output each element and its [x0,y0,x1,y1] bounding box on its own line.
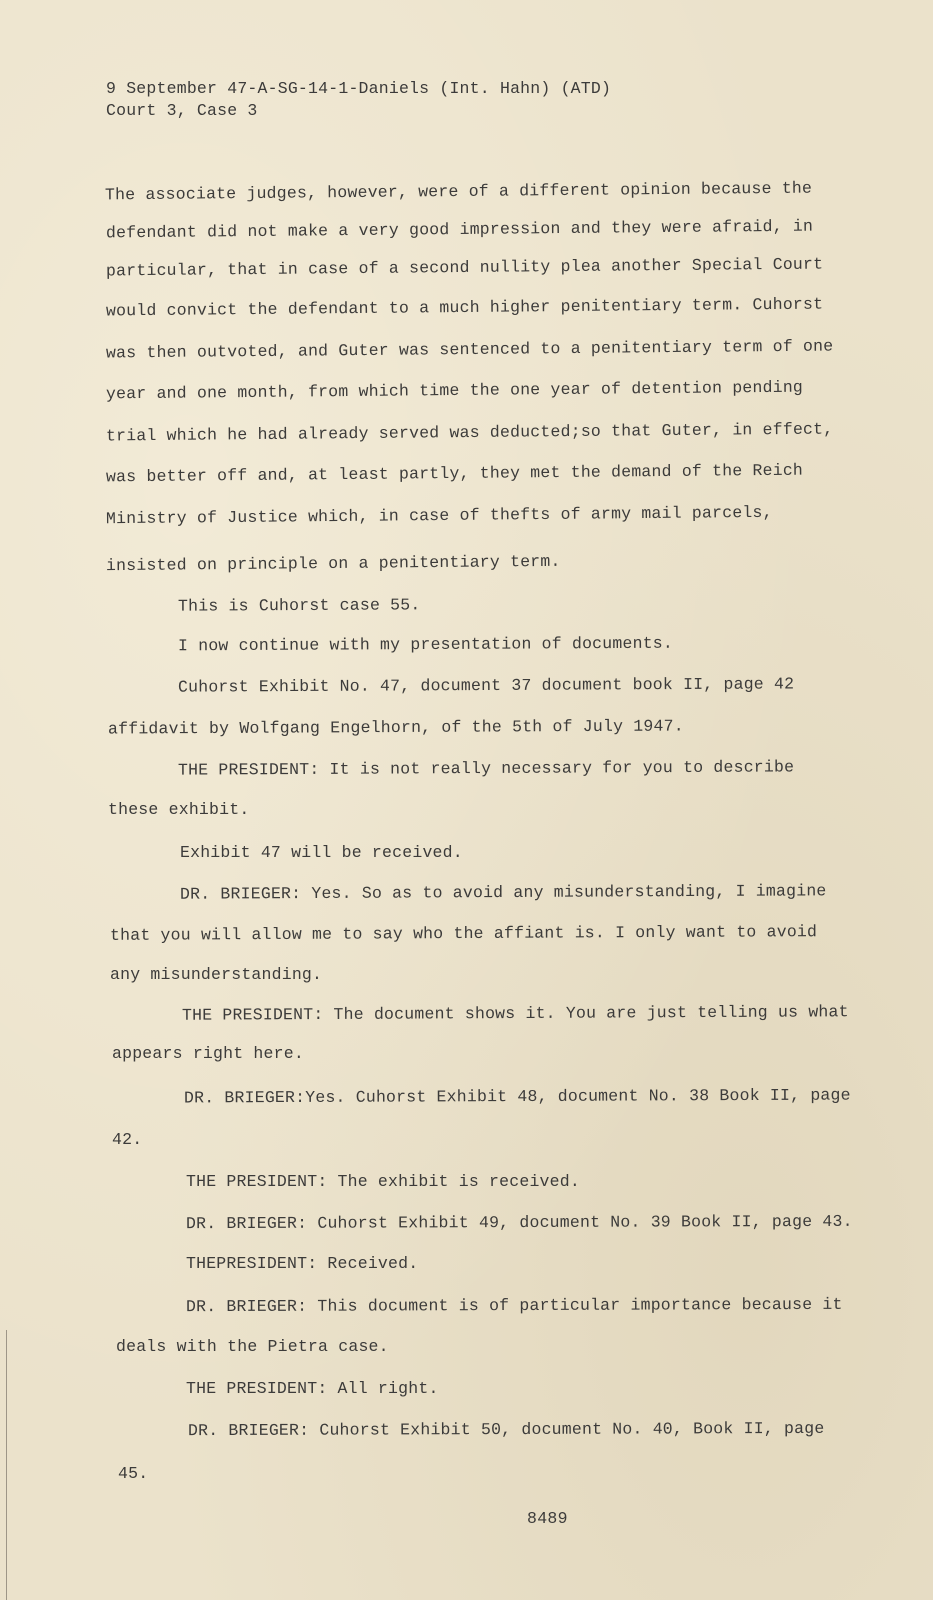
body-line-10: insisted on principle on a penitentiary term. [105,551,561,576]
body-line-5: was then outvoted, and Guter was sentenced to a penitentiary term of one [105,336,834,363]
body-line-22: appears right here. [112,1044,304,1063]
body-line-24: 42. [112,1130,143,1149]
body-line-6: year and one month, from which time the one year of detention pending [105,377,804,404]
body-line-26: DR. BRIEGER: Cuhorst Exhibit 49, document No. 39 Book II, page 43. [185,1211,853,1234]
body-line-12: I now continue with my presentation of documents. [177,633,674,656]
body-line-29: deals with the Pietra case. [116,1337,389,1356]
page-number: 8489 [527,1509,568,1528]
page-edge-line [6,1330,7,1600]
document-header [106,78,611,122]
body-line-15: THE PRESIDENT: It is not really necessary for you to describe [177,757,795,780]
body-line-14: affidavit by Wolfgang Engelhorn, of the 5th of July 1947. [107,716,684,739]
body-line-16: these exhibit. [108,800,250,819]
body-line-30: THE PRESIDENT: All right. [186,1379,439,1398]
body-line-9: Ministry of Justice which, in case of thefts of army mail parcels, [105,502,773,529]
body-line-20: any misunderstanding. [110,965,323,984]
body-line-3: particular, that in case of a second nullity plea another Special Court [105,254,824,281]
body-line-23: DR. BRIEGER:Yes. Cuhorst Exhibit 48, document No. 38 Book II, page [183,1085,851,1108]
body-line-7: trial which he had already served was deducted;so that Guter, in effect, [105,419,834,446]
body-line-8: was better off and, at least partly, they met the demand of the Reich [105,460,804,487]
body-line-2: defendant did not make a very good impression and they were afraid, in [105,216,814,243]
body-line-4: would convict the defendant to a much higher penitentiary term. Cuhorst [105,294,824,321]
body-line-11: This is Cuhorst case 55. [177,595,421,616]
body-line-28: DR. BRIEGER: This document is of particular importance because it [185,1294,843,1317]
body-line-32: 45. [118,1464,149,1483]
header-line-2: Court 3, Case 3 [106,101,258,120]
body-line-25: THE PRESIDENT: The exhibit is received. [186,1172,580,1191]
body-line-21: THE PRESIDENT: The document shows it. You are just telling us what [181,1002,849,1025]
body-line-17: Exhibit 47 will be received. [180,843,463,862]
body-line-27: THEPRESIDENT: Received. [186,1254,419,1273]
body-line-19: that you will allow me to say who the affiant is. I only want to avoid [109,922,818,945]
body-line-13: Cuhorst Exhibit No. 47, document 37 document book II, page 42 [177,674,795,697]
body-line-1: The associate judges, however, were of a different opinion because the [104,178,813,205]
body-line-31: DR. BRIEGER: Cuhorst Exhibit 50, document No. 40, Book II, page [187,1418,825,1441]
header-line-1: 9 September 47-A-SG-14-1-Daniels (Int. Hahn) (ATD) [106,79,612,98]
body-line-18: DR. BRIEGER: Yes. So as to avoid any misunderstanding, I imagine [179,881,827,904]
